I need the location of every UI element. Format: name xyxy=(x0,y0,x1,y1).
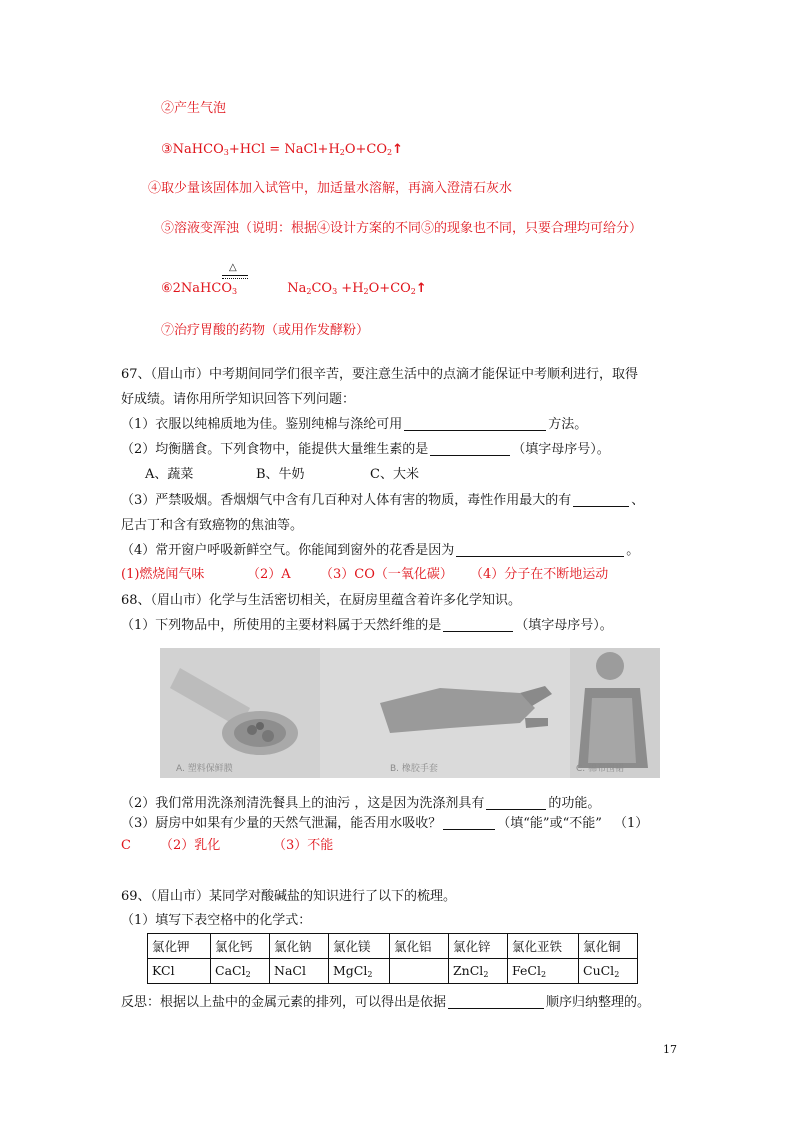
q69-stem: 69、（眉山市）某同学对酸碱盐的知识进行了以下的梳理。 xyxy=(121,889,457,904)
q67-option-a: A、蔬菜 xyxy=(145,467,194,482)
plastic-wrap-illustration xyxy=(160,648,320,778)
q67-part2: （2）均衡膳食。下列食物中，能提供大量维生素的是 （填字母序号）。 xyxy=(121,442,610,457)
formula-cell: ZnCl$_2$ xyxy=(449,959,508,984)
table-header-cell: 氯化铜 xyxy=(579,934,638,959)
answer-blank[interactable] xyxy=(443,815,495,830)
answer-7: ⑦治疗胃酸的药物（或用作发酵粉） xyxy=(161,323,370,338)
q67-stem-line2: 好成绩。请你用所学知识回答下列问题： xyxy=(121,392,356,407)
formula-cell: CaCl$_2$ xyxy=(211,959,270,984)
answer-blank[interactable] xyxy=(573,492,629,507)
answer-blank[interactable] xyxy=(404,416,546,431)
materials-figure xyxy=(160,648,660,778)
formula-cell-blank[interactable] xyxy=(390,959,449,984)
answer-blank[interactable] xyxy=(430,441,510,456)
table-header-cell: 氯化钾 xyxy=(148,934,211,959)
q68-answer-3: （3）不能 xyxy=(273,838,334,853)
page-number: 17 xyxy=(663,1043,677,1056)
q67-answer-4: （4）分子在不断地运动 xyxy=(470,567,609,582)
answer-4: ④取少量该固体加入试管中，加适量水溶解，再滴入澄清石灰水 xyxy=(148,181,513,196)
figure-caption-a: A. 塑料保鲜膜 xyxy=(176,764,233,774)
reaction-condition-line xyxy=(222,275,248,276)
salt-formula-table xyxy=(147,933,638,984)
figure-panel-a xyxy=(160,648,320,778)
q67-answer-3: （3）CO（一氧化碳） xyxy=(320,567,453,582)
answer-blank[interactable] xyxy=(443,617,513,632)
q68-answer-2: （2）乳化 xyxy=(160,838,221,853)
q67-part3: （3）严禁吸烟。香烟烟气中含有几百种对人体有害的物质，毒性作用最大的有 、 xyxy=(121,493,645,508)
reaction-condition-line-2 xyxy=(222,278,248,279)
q68-stem: 68、（眉山市）化学与生活密切相关，在厨房里蕴含着许多化学知识。 xyxy=(121,593,522,608)
answer-blank[interactable] xyxy=(448,994,544,1009)
q67-answer-2: （2）A xyxy=(247,567,291,582)
q67-part3-cont: 尼古丁和含有致癌物的焦油等。 xyxy=(121,518,304,533)
rubber-glove-illustration xyxy=(320,648,570,778)
answer-3-equation: ③NaHCO$_3$+HCl = $NaCl+H_2O+CO_2↑$ xyxy=(161,142,404,157)
heat-symbol: △ xyxy=(229,262,237,273)
gas-arrow-icon: ↑ xyxy=(392,142,404,157)
answer-blank[interactable] xyxy=(486,795,546,810)
formula-cell: KCl xyxy=(148,959,211,984)
formula-cell: CuCl$_2$ xyxy=(579,959,638,984)
answer-blank[interactable] xyxy=(456,542,624,557)
q68-part3: （3）厨房中如果有少量的天然气泄漏，能否用水吸收？ （填“能”或“不能” （1） xyxy=(121,816,649,831)
answer-2: ②产生气泡 xyxy=(161,101,227,116)
table-header-cell: 氯化钠 xyxy=(270,934,329,959)
formula-cell: MgCl$_2$ xyxy=(329,959,390,984)
table-header-cell: 氯化钙 xyxy=(211,934,270,959)
gas-arrow-icon: ↑ xyxy=(415,281,427,296)
table-row xyxy=(148,959,638,984)
figure-panel-c xyxy=(570,648,660,778)
q67-stem-line1: 67、（眉山市）中考期间同学们很辛苦，要注意生活中的点滴才能保证中考顺利进行，取得 xyxy=(121,367,639,382)
q68-answer-1: C xyxy=(121,838,131,853)
q67-option-b: B、牛奶 xyxy=(256,467,305,482)
figure-caption-c: C. 棉布围裙 xyxy=(576,764,625,774)
q68-part1: （1）下列物品中，所使用的主要材料属于天然纤维的是 （填字母序号）。 xyxy=(121,618,613,633)
q69-reflection: 反思：根据以上盐中的金属元素的排列，可以得出是依据 顺序归纳整理的。 xyxy=(121,995,651,1010)
table-header-cell: 氯化镁 xyxy=(329,934,390,959)
formula-cell: FeCl$_2$ xyxy=(508,959,579,984)
q67-part1: （1）衣服以纯棉质地为佳。鉴别纯棉与涤纶可用 方法。 xyxy=(121,417,588,432)
q67-option-c: C、大米 xyxy=(370,467,419,482)
q69-part1: （1）填写下表空格中的化学式： xyxy=(121,913,312,928)
figure-panel-b xyxy=(320,648,570,778)
answer-5: ⑤溶液变浑浊（说明：根据④设计方案的不同⑤的现象也不同，只要合理均可给分） xyxy=(161,221,643,236)
q67-answer-1: (1)燃烧闻气味 xyxy=(121,567,205,582)
table-header-cell: 氯化锌 xyxy=(449,934,508,959)
q68-part2: （2）我们常用洗涤剂清洗餐具上的油污 ，这是因为洗涤剂具有 的功能。 xyxy=(121,796,601,811)
figure-caption-b: B. 橡胶手套 xyxy=(390,764,438,774)
table-header-row xyxy=(148,934,638,959)
formula-cell: NaCl xyxy=(270,959,329,984)
answer-6-equation: ⑥2NaHCO$_3$ $Na_2CO_3$ $+H_2O+CO_2↑$ xyxy=(161,281,427,296)
q67-part4: （4）常开窗户呼吸新鲜空气。你能闻到窗外的花香是因为 。 xyxy=(121,543,640,558)
cotton-apron-illustration xyxy=(570,648,660,778)
table-header-cell: 氯化亚铁 xyxy=(508,934,579,959)
table-header-cell: 氯化铝 xyxy=(390,934,449,959)
